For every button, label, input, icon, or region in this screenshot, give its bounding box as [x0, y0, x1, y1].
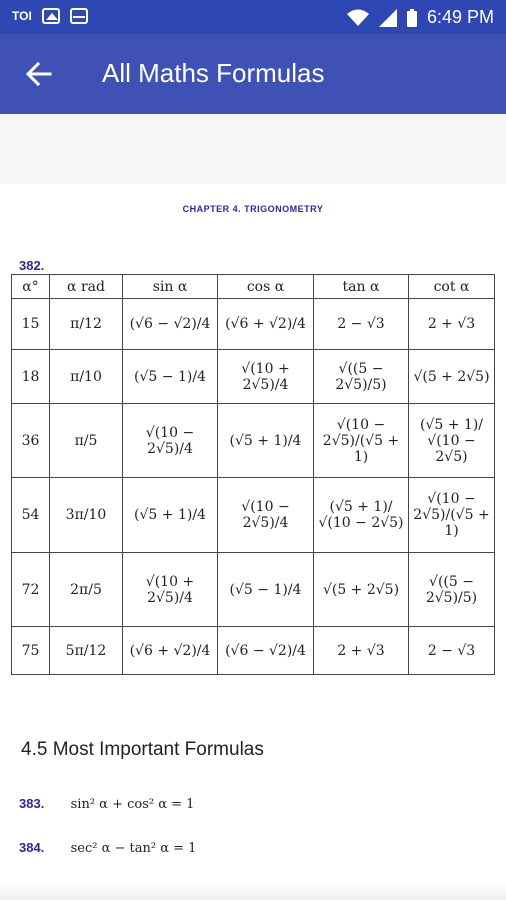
formula-number: 383. — [19, 796, 45, 811]
table-cell: √(10 − 2√5)/4 — [123, 404, 218, 478]
table-cell: (√6 + √2)/4 — [123, 627, 218, 675]
table-row — [12, 478, 495, 553]
header-cell: tan α — [314, 275, 409, 299]
activity-notification-icon — [70, 8, 88, 24]
table-cell: 36 — [12, 404, 50, 478]
status-right — [347, 7, 494, 28]
table-cell: √(5 + 2√5) — [409, 350, 495, 404]
toi-notification-label: TOI — [12, 9, 32, 23]
app-title: All Maths Formulas — [102, 58, 325, 88]
table-cell: (√6 − √2)/4 — [123, 299, 218, 350]
status-time: 6:49 PM — [426, 7, 494, 27]
table-cell: (√5 − 1)/4 — [123, 350, 218, 404]
formula-number: 384. — [19, 840, 45, 855]
signal-icon — [379, 9, 397, 27]
table-cell: π/5 — [50, 404, 123, 478]
trig-values-table — [11, 274, 495, 675]
table-cell: (√5 − 1)/4 — [218, 553, 314, 627]
table-cell: 75 — [12, 627, 50, 675]
table-cell: 2 + √3 — [409, 299, 495, 350]
table-cell: 2 − √3 — [314, 299, 409, 350]
table-cell: π/10 — [50, 350, 123, 404]
back-arrow-icon[interactable] — [24, 60, 52, 88]
table-cell: (√5 + 1)/4 — [218, 404, 314, 478]
table-header-row — [12, 275, 495, 299]
table-cell: 2π/5 — [50, 553, 123, 627]
chapter-heading: CHAPTER 4. TRIGONOMETRY — [182, 204, 324, 214]
image-notification-icon — [42, 8, 60, 24]
battery-icon — [407, 9, 417, 27]
section-title: 4.5 Most Important Formulas — [21, 739, 264, 760]
table-row — [12, 299, 495, 350]
table-cell: (√5 + 1)/√(10 − 2√5) — [409, 404, 495, 478]
table-cell: (√6 + √2)/4 — [218, 299, 314, 350]
table-cell: 2 − √3 — [409, 627, 495, 675]
table-row — [12, 627, 495, 675]
header-cell: sin α — [123, 275, 218, 299]
header-cell: cot α — [409, 275, 495, 299]
table-cell: √(10 + 2√5)/4 — [218, 350, 314, 404]
table-cell: 15 — [12, 299, 50, 350]
table-row — [12, 350, 495, 404]
table-cell: √(10 + 2√5)/4 — [123, 553, 218, 627]
header-cell: α rad — [50, 275, 123, 299]
page-gap — [0, 114, 506, 184]
table-cell: (√5 + 1)/√(10 − 2√5) — [314, 478, 409, 553]
table-row — [12, 404, 495, 478]
header-cell: α° — [12, 275, 50, 299]
header-cell: cos α — [218, 275, 314, 299]
document-page[interactable] — [0, 184, 506, 900]
table-cell: 3π/10 — [50, 478, 123, 553]
table-cell: (√6 − √2)/4 — [218, 627, 314, 675]
table-cell: (√5 + 1)/4 — [123, 478, 218, 553]
status-bar — [0, 0, 506, 34]
table-cell: √(10 − 2√5)/4 — [218, 478, 314, 553]
table-cell: π/12 — [50, 299, 123, 350]
formula-item — [19, 840, 196, 856]
formula-expression: sec² α − tan² α = 1 — [70, 841, 197, 856]
status-left — [12, 8, 88, 24]
app-bar — [0, 34, 506, 114]
table-cell: √((5 − 2√5)/5) — [314, 350, 409, 404]
table-cell: 2 + √3 — [314, 627, 409, 675]
wifi-icon — [347, 9, 369, 27]
formula-expression: sin² α + cos² α = 1 — [70, 797, 195, 812]
formula-item — [19, 796, 194, 812]
table-cell: √(10 − 2√5)/(√5 + 1) — [314, 404, 409, 478]
table-row — [12, 553, 495, 627]
table-cell: 72 — [12, 553, 50, 627]
table-cell: √(10 − 2√5)/(√5 + 1) — [409, 478, 495, 553]
table-cell: √((5 − 2√5)/5) — [409, 553, 495, 627]
bottom-fade — [0, 882, 506, 900]
table-cell: 18 — [12, 350, 50, 404]
table-cell: 54 — [12, 478, 50, 553]
table-cell: 5π/12 — [50, 627, 123, 675]
table-cell: √(5 + 2√5) — [314, 553, 409, 627]
table-number: 382. — [19, 258, 45, 273]
